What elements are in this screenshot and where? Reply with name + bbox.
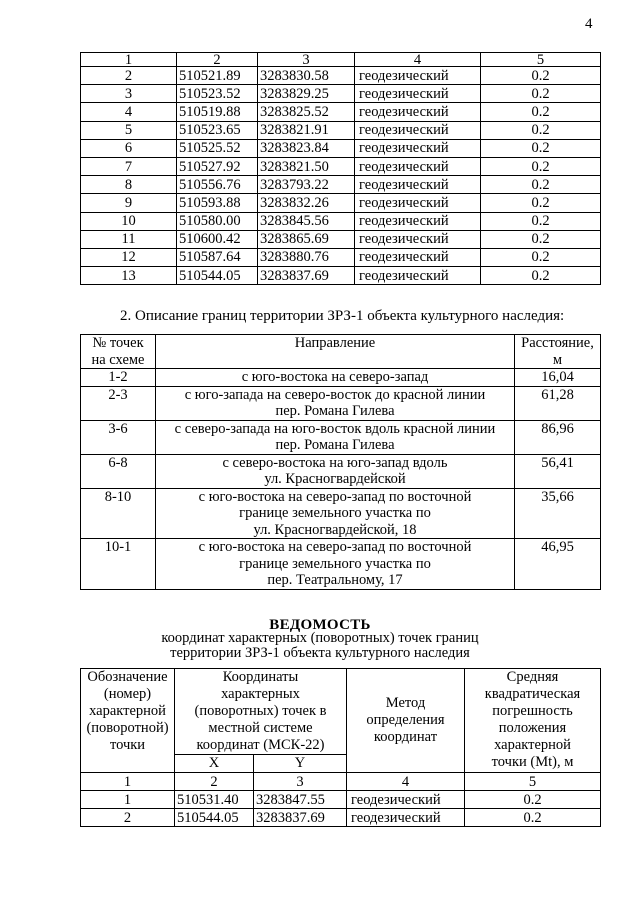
table-cell: 3283837.69: [258, 267, 355, 285]
header-line: (номер): [103, 686, 152, 702]
direction-cell: [156, 488, 515, 539]
table-cell: 8: [81, 176, 177, 194]
header-line: Метод: [385, 695, 426, 711]
distance-cell: 86,96: [515, 420, 601, 454]
direction-line: границе земельного участка по: [239, 505, 431, 521]
table1-header-row: [81, 53, 601, 67]
direction-line: ул. Красногвардейской, 18: [253, 521, 417, 538]
table-row: [81, 488, 601, 539]
table-cell: 1: [81, 791, 175, 809]
direction-line: с юго-востока на северо-запад по восточной: [198, 539, 472, 555]
header-method: [347, 669, 465, 773]
direction-line: границе земельного участка по: [239, 555, 431, 572]
table2-header-row: [81, 335, 601, 369]
direction-line: ул. Красногвардейской: [264, 471, 406, 487]
column-number-cell: 3: [254, 773, 347, 791]
table1-header-cell: 1: [81, 53, 177, 67]
header-designation: [81, 669, 175, 773]
table-cell: 510600.42: [177, 230, 258, 248]
table-cell: 510556.76: [177, 176, 258, 194]
distance-cell: 35,66: [515, 488, 601, 539]
table-cell: 13: [81, 267, 177, 285]
direction-cell: [156, 539, 515, 590]
table-cell: 4: [81, 103, 177, 121]
table-row: [81, 454, 601, 488]
header-error: [465, 669, 601, 773]
table-cell: 510587.64: [177, 248, 258, 266]
header-line: Средняя: [506, 669, 559, 685]
table-row: [81, 369, 601, 387]
table-cell: геодезический: [355, 194, 481, 212]
table-cell: 510521.89: [177, 67, 258, 85]
table-cell: 2: [81, 809, 175, 827]
points-cell: 6-8: [81, 454, 156, 488]
table-cell: 510580.00: [177, 212, 258, 230]
table-cell: 0.2: [481, 267, 601, 285]
table-cell: 0.2: [481, 212, 601, 230]
table-cell: 0.2: [465, 791, 601, 809]
header-line: характерной: [89, 703, 166, 719]
direction-cell: [156, 454, 515, 488]
table-row: [81, 791, 601, 809]
header-line: характерной: [494, 737, 571, 753]
table-cell: 0.2: [481, 176, 601, 194]
table1-header-cell: 2: [177, 53, 258, 67]
direction-line: пер. Романа Гилева: [275, 437, 395, 453]
table-cell: 510523.65: [177, 121, 258, 139]
table-cell: 3283865.69: [258, 230, 355, 248]
table-cell: 0.2: [481, 85, 601, 103]
table-row: [81, 809, 601, 827]
table-cell: 3283832.26: [258, 194, 355, 212]
table-cell: 510531.40: [175, 791, 254, 809]
table-cell: 7: [81, 157, 177, 175]
table-cell: 0.2: [481, 157, 601, 175]
column-number-cell: 2: [175, 773, 254, 791]
table-cell: 2: [81, 67, 177, 85]
table-row: [81, 248, 601, 266]
table-cell: 6: [81, 139, 177, 157]
table-cell: геодезический: [355, 103, 481, 121]
distance-cell: 46,95: [515, 539, 601, 590]
table-cell: 5: [81, 121, 177, 139]
table3-number-row: [81, 773, 601, 791]
table-row: [81, 121, 601, 139]
table-cell: геодезический: [355, 139, 481, 157]
table-row: [81, 139, 601, 157]
table-cell: 510544.05: [177, 267, 258, 285]
direction-line: с юго-востока на северо-запад: [241, 369, 429, 385]
table-cell: 0.2: [481, 194, 601, 212]
direction-line: с северо-востока на юго-запад вдоль: [222, 454, 448, 471]
table-cell: геодезический: [355, 121, 481, 139]
table-row: [81, 267, 601, 285]
table-cell: 9: [81, 194, 177, 212]
boundary-description-table: [80, 334, 601, 590]
direction-line: пер. Романа Гилева: [275, 403, 395, 419]
table-cell: 0.2: [481, 248, 601, 266]
table-cell: 3: [81, 85, 177, 103]
header-distance: Расстояние, м: [515, 335, 601, 369]
table-cell: 3283825.52: [258, 103, 355, 121]
table-row: [81, 103, 601, 121]
points-cell: 10-1: [81, 539, 156, 590]
direction-line: пер. Театральному, 17: [267, 572, 403, 588]
points-cell: 8-10: [81, 488, 156, 539]
points-cell: 1-2: [81, 369, 156, 387]
header-line: Координаты: [222, 669, 299, 685]
direction-cell: [156, 420, 515, 454]
table-cell: 11: [81, 230, 177, 248]
table-cell: 3283845.56: [258, 212, 355, 230]
table-row: [81, 67, 601, 85]
table-cell: 0.2: [465, 809, 601, 827]
distance-cell: 56,41: [515, 454, 601, 488]
table-cell: 510527.92: [177, 157, 258, 175]
table-cell: 3283823.84: [258, 139, 355, 157]
vedomost-table: [80, 668, 601, 827]
table-cell: 0.2: [481, 139, 601, 157]
table-row: [81, 194, 601, 212]
vedomost-subtitle: координат характерных (поворотных) точек границ территории ЗРЗ-1 объекта культурного наследия: [161, 630, 479, 661]
table-cell: 3283837.69: [254, 809, 347, 827]
direction-cell: [156, 369, 515, 387]
direction-line: с юго-востока на северо-запад по восточной: [198, 488, 472, 505]
header-line: точки (Mt), м: [491, 754, 574, 770]
vedomost-title: ВЕДОМОСТЬ: [269, 617, 371, 633]
table-cell: 3283829.25: [258, 85, 355, 103]
table-row: [81, 157, 601, 175]
coordinates-table-continued: [80, 52, 601, 285]
header-points: № точек на схеме: [81, 335, 156, 369]
table3-header-row: [81, 669, 601, 755]
table-cell: геодезический: [355, 85, 481, 103]
table-cell: геодезический: [355, 157, 481, 175]
table-cell: геодезический: [355, 176, 481, 194]
table-cell: 3283847.55: [254, 791, 347, 809]
header-x: X: [175, 755, 254, 773]
header-line: координат: [373, 729, 438, 745]
table-cell: 0.2: [481, 103, 601, 121]
table-row: [81, 230, 601, 248]
header-line: характерных: [221, 686, 300, 702]
table-cell: 10: [81, 212, 177, 230]
table-cell: 3283880.76: [258, 248, 355, 266]
points-cell: 3-6: [81, 420, 156, 454]
distance-cell: 61,28: [515, 386, 601, 420]
header-y: Y: [254, 755, 347, 773]
page-number: 4: [585, 16, 593, 32]
header-line: координат (МСК-22): [196, 737, 325, 753]
header-line: (поворотных) точек в: [194, 703, 327, 719]
table-cell: 3283821.50: [258, 157, 355, 175]
table-cell: геодезический: [355, 230, 481, 248]
table1-header-cell: 5: [481, 53, 601, 67]
column-number-cell: 5: [465, 773, 601, 791]
table-cell: геодезический: [355, 67, 481, 85]
direction-cell: [156, 386, 515, 420]
header-line: определения: [366, 712, 445, 728]
table-row: [81, 176, 601, 194]
table-row: [81, 539, 601, 590]
column-number-cell: 1: [81, 773, 175, 791]
direction-line: с юго-запада на северо-восток до красной линии: [184, 386, 486, 403]
table-row: [81, 420, 601, 454]
table-cell: геодезический: [355, 267, 481, 285]
table-cell: 0.2: [481, 121, 601, 139]
header-line: местной системе: [208, 720, 313, 736]
header-line: погрешность: [492, 703, 573, 719]
table-cell: 510593.88: [177, 194, 258, 212]
table1-header-cell: 3: [258, 53, 355, 67]
table-row: [81, 212, 601, 230]
section-2-title: 2. Описание границ территории ЗРЗ-1 объекта культурного наследия:: [120, 308, 565, 324]
header-line: квадратическая: [484, 686, 581, 702]
header-direction: Направление: [156, 335, 515, 369]
column-number-cell: 4: [347, 773, 465, 791]
table-cell: 510519.88: [177, 103, 258, 121]
header-line: Обозначение: [87, 669, 168, 685]
table-cell: 12: [81, 248, 177, 266]
table-row: [81, 386, 601, 420]
table-cell: геодезический: [355, 248, 481, 266]
table-cell: 3283830.58: [258, 67, 355, 85]
table-cell: 510523.52: [177, 85, 258, 103]
table-cell: 0.2: [481, 67, 601, 85]
header-coordinates: [175, 669, 347, 755]
table-cell: 510525.52: [177, 139, 258, 157]
table-cell: геодезический: [347, 791, 465, 809]
table-cell: 3283821.91: [258, 121, 355, 139]
header-line: положения: [498, 720, 567, 736]
header-line: (поворотной): [86, 720, 169, 736]
table-cell: 0.2: [481, 230, 601, 248]
table-row: [81, 85, 601, 103]
table-cell: геодезический: [355, 212, 481, 230]
direction-line: с северо-запада на юго-восток вдоль красной линии: [174, 420, 496, 437]
table-cell: 510544.05: [175, 809, 254, 827]
table1-header-cell: 4: [355, 53, 481, 67]
table-cell: 3283793.22: [258, 176, 355, 194]
distance-cell: 16,04: [515, 369, 601, 387]
header-line: точки: [109, 737, 146, 753]
points-cell: 2-3: [81, 386, 156, 420]
table-cell: геодезический: [347, 809, 465, 827]
